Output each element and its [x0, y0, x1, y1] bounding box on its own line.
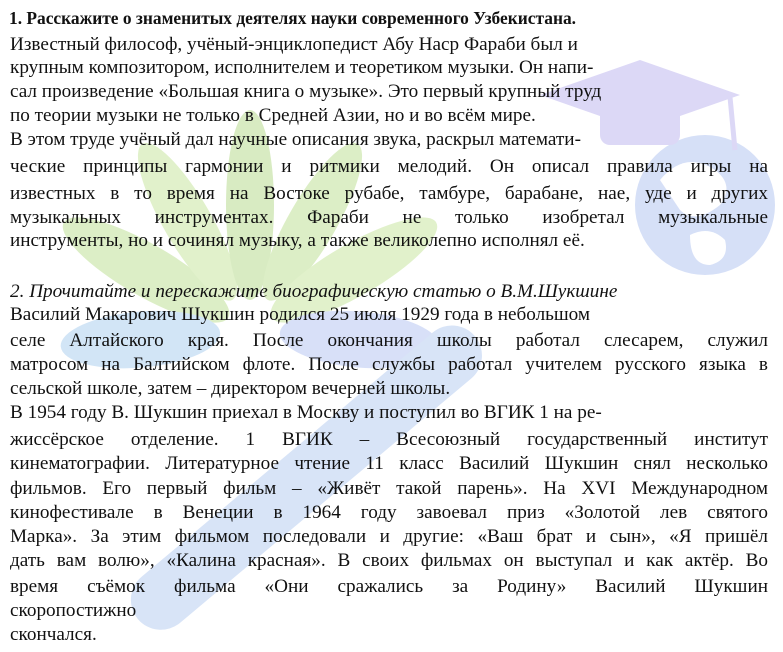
task2-line: жиссёрское отделение. 1 ВГИК – Всесоюзный государственный институт — [10, 429, 768, 450]
task1-line: сал произведение «Большая книга о музыке». Это первый крупный труд — [10, 81, 602, 102]
task2-line: селе Алтайского края. После окончания школы работал слесарем, служил — [10, 330, 768, 351]
task2-line: скончался. — [10, 624, 97, 645]
task2-line: кинематографии. Литературное чтение 11 класс Василий Шукшин снял несколько — [10, 453, 768, 474]
task1-line: ческие принципы гармонии и ритмики мелодий. Он описал правила игры на — [10, 156, 768, 177]
task1-line: крупным композитором, исполнителем и теоретиком музыки. Он напи- — [10, 57, 594, 78]
task2-line: время съёмок фильма «Они сражались за Родину» Василий Шукшин — [10, 576, 768, 597]
task2-line: Василий Макарович Шукшин родился 25 июля 1929 года в небольшом — [10, 304, 591, 325]
task1-line: Известный философ, учёный-энциклопедист Абу Наср Фараби был и — [10, 34, 578, 55]
task2-line: матросом на Балтийском флоте. После службы работал учителем русского языка в — [10, 354, 768, 375]
task2-line: скоропостижно — [10, 600, 137, 621]
task1-line: по теории музыки не только в Средней Азии, но и во всём мире. — [10, 105, 536, 126]
task1-line: музыкальных инструментах. Фараби не только изобретал музыкальные — [10, 207, 768, 228]
task2-line: В 1954 году В. Шукшин приехал в Москву и поступил во ВГИК 1 на ре- — [10, 402, 602, 423]
task2-title: 2. Прочитайте и перескажите биографическую статью о В.М.Шукшине — [10, 281, 618, 302]
task2-line: фильмов. Его первый фильм – «Живёт такой парень». На XVI Международном — [10, 478, 768, 499]
task2-line: сельской школе, затем – директором вечерней школы. — [10, 378, 451, 399]
task1-line: известных в то время на Востоке рубабе, тамбуре, барабане, нае, уде и других — [10, 183, 768, 204]
task2-line: кинофестивале в Венеции в 1964 году завоевал приз «Золотой лев святого — [10, 502, 768, 523]
task1-line: В этом труде учёный дал научные описания звука, раскрыл математи- — [10, 129, 581, 150]
task2-line: Марка». За этим фильмом последовали и другие: «Ваш брат и сын», «Я пришёл — [10, 526, 768, 547]
task2-line: дать вам волю», «Калина красная». В своих фильмах он выступал и как актёр. Во — [10, 550, 768, 571]
task1-line: инструменты, но и сочинял музыку, а также великолепно исполнял её. — [10, 230, 585, 251]
task1-title: 1. Расскажите о знаменитых деятелях науки современного Узбекистана. — [9, 8, 577, 28]
